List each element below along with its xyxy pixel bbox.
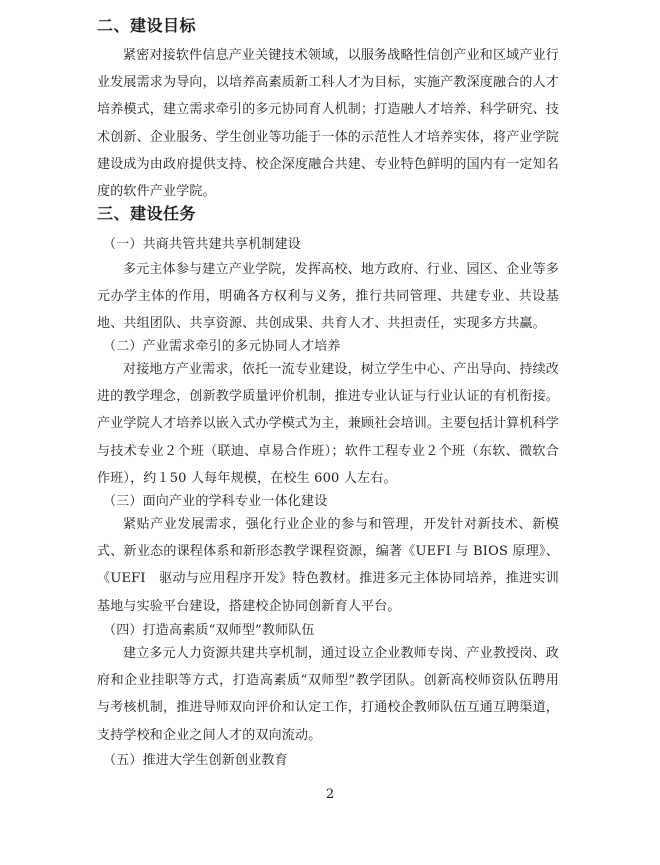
subsection-title-4: （四）打造高素质“双师型”教师队伍 [103, 623, 315, 638]
section-heading-tasks: 三、建设任务 [97, 204, 197, 223]
subsection-title-1: （一）共商共管共建共享机制建设 [103, 237, 302, 252]
subsection-paragraph-4: 建立多元人力资源共建共享机制，通过设立企业教师专岗、产业教授岗、政府和企业挂职等方式，打造高素质“双师型”教学团队。创新高校师资队伍聘用与考核机制，推进导师双向评价和认定工作，打通校企教师队伍互通互聘渠道，支持学校和企业之间人才的双向流动。 [97, 646, 560, 743]
goals-paragraph: 紧密对接软件信息产业关键技术领域，以服务战略性信创产业和区域产业行业发展需求为导向，以培养高素质新工科人才为目标，实施产教深度融合的人才培养模式，建立需求牵引的多元协同育人机制；打造融人才培养、科学研究、技术创新、企业服务、学生创业等功能于一体的示范性人才培养实体，将产业学院建设成为由政府提供支持、校企深度融合共建、专业特色鲜明的国内有一定知名度的软件产业学院。 [97, 48, 560, 200]
subsection-title-5: （五）推进大学生创新创业教育 [103, 753, 288, 768]
subsection-title-3: （三）面向产业的学科专业一体化建设 [103, 494, 328, 509]
section-heading-goals: 二、建设目标 [97, 16, 197, 35]
subsection-title-2: （二）产业需求牵引的多元协同人才培养 [103, 339, 341, 354]
page-number: 2 [325, 787, 335, 802]
subsection-paragraph-2: 对接地方产业需求，依托一流专业建设，树立学生中心、产出导向、持续改进的教学理念，创新教学质量评价机制，推进专业认证与行业认证的有机衔接。产业学院人才培养以嵌入式办学模式为主，兼顾社会培训。主要包括计算机科学与技术专业２个班（联迪、卓易合作班）；软件工程专业２个班（东软、微软合作班），约１50 人每年规模，在校生 600 人左右。 [97, 362, 560, 486]
subsection-paragraph-3: 紧贴产业发展需求，强化行业企业的参与和管理，开发针对新技术、新模式、新业态的课程体系和新形态教学课程资源，编著《UEFI 与 BIOS 原理》、《UEFI 驱动与应用程序开发》特色教材。推进多元主体协同培养，推进实训基地与实验平台建设，搭建校企协同创新育人平台。 [97, 517, 559, 614]
subsection-paragraph-1: 多元主体参与建立产业学院，发挥高校、地方政府、行业、园区、企业等多元办学主体的作用，明确各方权利与义务，推行共同管理、共建专业、共设基地、共组团队、共享资源、共创成果、共育人才、共担责任，实现多方共赢。 [97, 262, 559, 332]
